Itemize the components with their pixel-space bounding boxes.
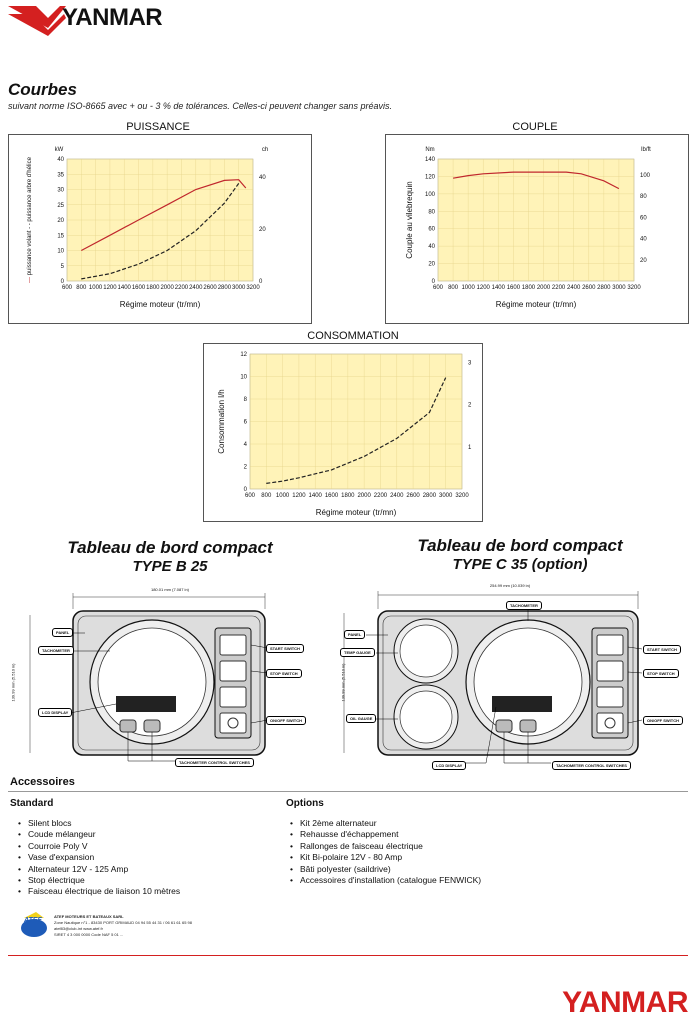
footer-line1: Zone Nautique n°1 - 83430 PORT GRIMAUD 04 94 55 44 31 / 06 61 61 65 98 (54, 920, 192, 925)
y-tick-label: 80 (428, 209, 435, 216)
x-tick-label: 1400 (308, 493, 322, 499)
y-tick-label: 0 (431, 279, 435, 285)
x-tick-label: 2000 (160, 285, 174, 291)
dashboard-c35-height-dim: 139.99 mm (5.510 in) (340, 663, 346, 702)
list-item: • Alternateur 12V - 125 Amp (18, 864, 268, 875)
list-item: • Faisceau électrique de liaison 10 mètres (18, 886, 268, 897)
chart-couple (386, 135, 688, 323)
x-tick-label: 2400 (390, 493, 404, 499)
dashboard-c35-title: Tableau de bord compact (417, 536, 623, 555)
list-item: • Rehausse d'échappement (290, 829, 550, 840)
y-tick-label: 10 (240, 374, 247, 381)
x-tick-label: 1000 (275, 493, 290, 499)
x-tick-label: 2200 (373, 493, 388, 499)
y-tick-label: 140 (424, 157, 435, 163)
x-tick-label: 2000 (357, 493, 371, 499)
x-tick-label: 2400 (189, 285, 203, 291)
y-right-tick-label: 3 (468, 360, 472, 367)
x-tick-label: 2600 (406, 493, 420, 499)
accessories-title: Accessoires (10, 776, 75, 788)
x-tick-label: 1200 (103, 285, 117, 291)
y-tick-label: 0 (60, 279, 64, 285)
options-list (290, 818, 550, 886)
b25-label-stop: STOP SWITCH (266, 669, 302, 678)
section-subtitle: suivant norme ISO-8665 avec + ou - 3 % de tolérances. Celles-ci peuvent changer sans préavis. (8, 101, 392, 111)
c35-label-stop: STOP SWITCH (643, 669, 679, 678)
x-tick-label: 2400 (567, 285, 581, 291)
y-right-tick-label: 40 (640, 236, 647, 243)
x-tick-label: 2600 (203, 285, 217, 291)
x-tick-label: 3200 (627, 285, 641, 291)
x-tick-label: 800 (448, 285, 459, 291)
y-tick-label: 30 (57, 187, 64, 194)
chart-title-couple: COUPLE (512, 121, 558, 133)
y-tick-label: 12 (240, 352, 247, 358)
c35-label-tachometer: TACHOMETER (506, 601, 542, 610)
dashboard-b25-height-dim: 139.99 mm (5.510 in) (10, 663, 16, 702)
x-tick-label: 2800 (422, 493, 437, 499)
y-axis-label: Couple au vilebrequin (405, 181, 414, 259)
c35-label-panel: PANEL (344, 630, 365, 639)
b25-label-panel: PANEL (52, 628, 73, 637)
y-left-unit: kW (54, 147, 64, 153)
list-item: • Courroie Poly V (18, 841, 268, 852)
footer-company: ATEF MOTEURS ET BATEAUX SARL (54, 914, 124, 919)
x-tick-label: 1400 (491, 285, 505, 291)
x-tick-label: 600 (432, 285, 444, 291)
list-item: • Kit 2ème alternateur (290, 818, 550, 829)
y-right-tick-label: 60 (640, 215, 647, 222)
x-tick-label: 2800 (217, 285, 232, 291)
standard-list (18, 818, 268, 898)
list-item: • Accessoires d'installation (catalogue FENWICK) (290, 875, 550, 886)
y-right-tick-label: 100 (640, 172, 651, 179)
chart-title-consommation: CONSOMMATION (307, 330, 399, 342)
y-tick-label: 20 (428, 261, 435, 268)
chart-puissance (9, 135, 311, 323)
y-tick-label: 40 (57, 157, 64, 163)
y-tick-label: 8 (243, 397, 247, 403)
y-tick-label: 40 (428, 244, 435, 251)
list-item: • Vase d'expansion (18, 852, 268, 863)
y-tick-label: 2 (243, 464, 247, 471)
x-tick-label: 2200 (551, 285, 566, 291)
svg-text:ATEF: ATEF (24, 917, 42, 924)
x-tick-label: 3200 (455, 493, 469, 499)
x-tick-label: 1800 (521, 285, 536, 291)
x-tick-label: 1200 (476, 285, 490, 291)
brand-logo-text: YANMAR (62, 4, 163, 31)
options-title: Options (286, 798, 324, 809)
standard-title: Standard (10, 798, 54, 809)
y-right-tick-label: 80 (640, 194, 647, 201)
list-item: • Stop électrique (18, 875, 268, 886)
y-tick-label: 60 (428, 226, 435, 233)
b25-label-tachometer: TACHOMETER (38, 646, 74, 655)
x-tick-label: 3000 (232, 285, 246, 291)
x-tick-label: 3000 (439, 493, 453, 499)
y-tick-label: 20 (57, 218, 64, 224)
x-tick-label: 3000 (612, 285, 626, 291)
list-item: • Silent blocs (18, 818, 268, 829)
y-right-tick-label: 0 (259, 279, 263, 285)
y-right-tick-label: 20 (259, 227, 266, 234)
x-axis-label: Régime moteur (tr/mn) (315, 508, 397, 517)
dashboard-b25-title: Tableau de bord compact (67, 538, 273, 557)
x-tick-label: 2200 (174, 285, 189, 291)
list-item: • Kit Bi-polaire 12V - 80 Amp (290, 852, 550, 863)
dashboard-c35-drawing (336, 585, 686, 775)
x-tick-label: 800 (261, 493, 272, 499)
y-left-unit: Nm (425, 147, 435, 153)
dashboard-b25-width-dim: 180.01 mm (7.087 in) (150, 587, 190, 592)
x-tick-label: 2800 (597, 285, 611, 291)
section-title: Courbes (8, 80, 77, 99)
x-tick-label: 1400 (117, 285, 131, 291)
y-right-unit: ch (261, 147, 269, 153)
x-tick-label: 1600 (324, 493, 339, 499)
y-right-tick-label: 40 (259, 175, 266, 182)
legend: — puissance volant - - puissance arbre d'hélice (27, 157, 33, 283)
x-axis-label: Régime moteur (tr/mn) (119, 300, 201, 309)
dashboard-b25-type: TYPE B 25 (132, 558, 208, 575)
y-right-unit: lb/ft (641, 147, 651, 153)
c35-label-control: TACHOMETER CONTROL SWITCHES (552, 761, 631, 770)
x-tick-label: 2000 (536, 285, 551, 291)
list-item: • Rallonges de faisceau électrique (290, 841, 550, 852)
list-item: • Bâti polyester (saildrive) (290, 864, 550, 875)
chart-couple-frame (385, 134, 689, 324)
x-tick-label: 1000 (88, 285, 103, 291)
footer-brand-logo: YANMAR (562, 986, 688, 1019)
dashboard-b25-drawing (10, 585, 340, 775)
y-tick-label: 4 (243, 442, 247, 448)
x-tick-label: 1000 (461, 285, 475, 291)
accessories-divider (8, 791, 688, 792)
y-tick-label: 15 (57, 233, 64, 240)
chart-consommation (204, 344, 482, 521)
x-tick-label: 1200 (292, 493, 306, 499)
x-tick-label: 800 (76, 285, 87, 291)
y-tick-label: 35 (57, 172, 64, 179)
y-right-tick-label: 20 (640, 257, 647, 264)
c35-label-onoff: ON/OFF SWITCH (643, 716, 683, 725)
c35-label-start: START SWITCH (643, 645, 681, 654)
atef-logo-icon (18, 908, 50, 940)
chart-puissance-frame (8, 134, 312, 324)
y-tick-label: 25 (57, 202, 64, 209)
y-tick-label: 120 (424, 174, 435, 181)
x-tick-label: 600 (244, 493, 256, 499)
y-axis-label: Consommation l/h (217, 389, 226, 454)
footer-line2: atef83@club-int www.atef.fr (54, 926, 103, 931)
y-tick-label: 100 (424, 191, 435, 198)
c35-label-temp: TEMP GAUGE (340, 648, 375, 657)
x-tick-label: 1800 (146, 285, 160, 291)
y-tick-label: 0 (243, 487, 247, 493)
x-tick-label: 1600 (131, 285, 146, 291)
c35-label-oil: OIL GAUGE (346, 714, 376, 723)
c35-label-lcd: LCD DISPLAY (432, 761, 466, 770)
dashboard-c35-width-dim: 254.99 mm (10.039 in) (489, 583, 531, 588)
list-item: • Coude mélangeur (18, 829, 268, 840)
x-tick-label: 600 (61, 285, 73, 291)
x-tick-label: 3200 (246, 285, 260, 291)
y-tick-label: 10 (57, 248, 64, 255)
y-right-tick-label: 1 (468, 444, 472, 451)
dashboard-c35-type: TYPE C 35 (option) (452, 556, 588, 573)
chart-title-puissance: PUISSANCE (126, 121, 190, 133)
chart-consommation-frame (203, 343, 483, 522)
b25-label-lcd: LCD DISPLAY (38, 708, 72, 717)
b25-label-onoff: ON/OFF SWITCH (266, 716, 306, 725)
x-tick-label: 1600 (506, 285, 521, 291)
plot-area (438, 159, 634, 281)
footer-line3: SIRET 4 3 000 0000 Code NAF 5 01 ... (54, 932, 124, 937)
y-tick-label: 6 (243, 419, 247, 426)
y-tick-label: 5 (60, 263, 64, 270)
x-tick-label: 1800 (341, 493, 355, 499)
b25-label-control: TACHOMETER CONTROL SWITCHES (175, 758, 254, 767)
y-right-tick-label: 2 (468, 402, 472, 409)
x-tick-label: 2600 (582, 285, 596, 291)
b25-label-start: START SWITCH (266, 644, 304, 653)
x-axis-label: Régime moteur (tr/mn) (495, 300, 577, 309)
footer-divider (8, 955, 688, 956)
